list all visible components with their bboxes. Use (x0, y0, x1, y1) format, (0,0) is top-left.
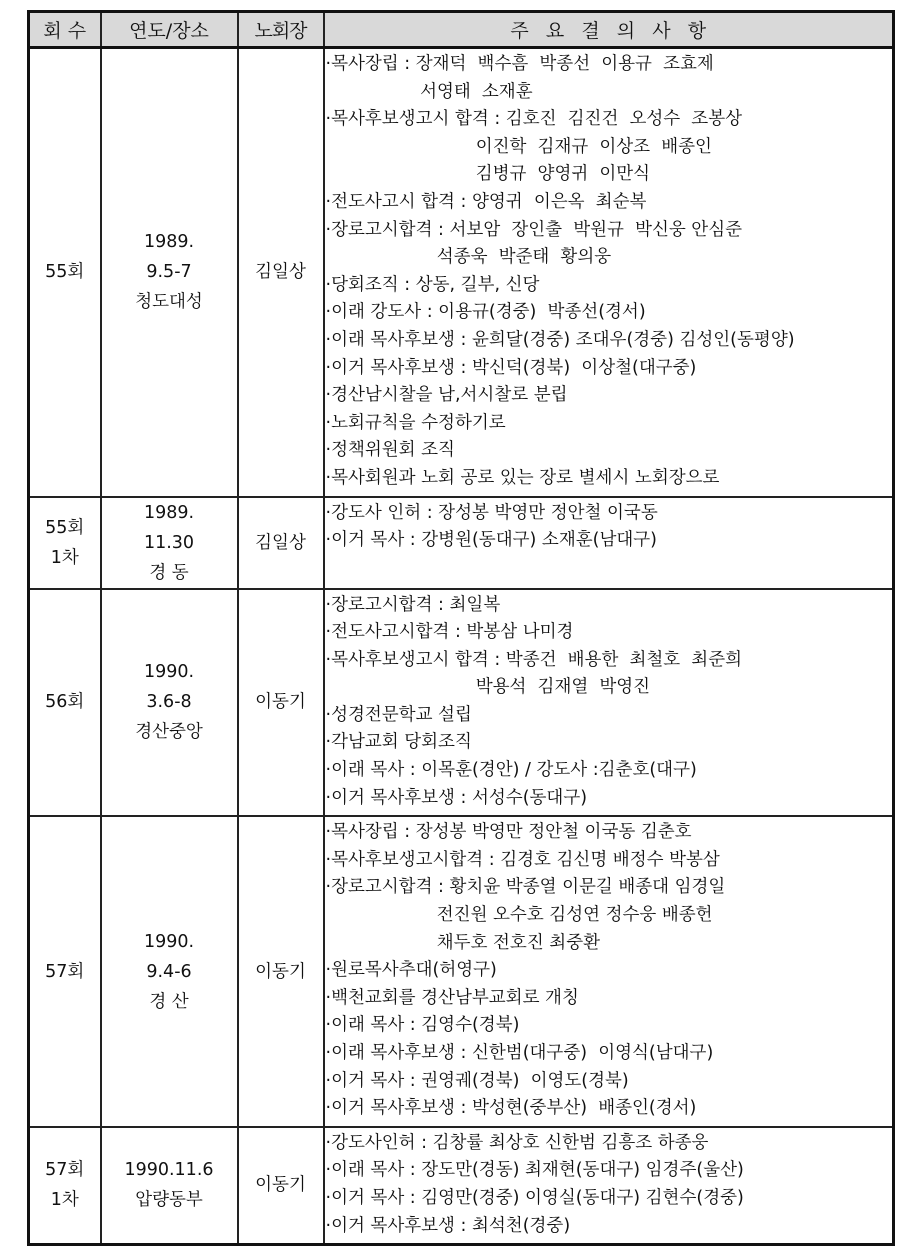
decision-item: ·이래 목사후보생 : 신한범(대구중) 이영식(남대구) (325, 1043, 714, 1063)
decision-item: ·노회규칙을 수정하기로 (325, 412, 506, 433)
date-place-line: 9.5-7 (146, 262, 192, 283)
moderator-cell: 이동기 (238, 816, 324, 1127)
decision-item: ·목사후보생고시합격 : 김경호 김신명 배정수 박봉삼 (325, 849, 720, 870)
decision-item: ·이래 목사 : 김영수(경북) (325, 1015, 520, 1036)
decision-item: ·이거 목사후보생 : 최석천(경중) (325, 1215, 571, 1236)
decision-item: ·장로고시합격 : 최일복 (325, 594, 501, 615)
moderator-cell: 이동기 (238, 1127, 324, 1245)
decision-item: ·이래 강도사 : 이용규(경중) 박종선(경서) (325, 302, 646, 323)
decision-item: ·이래 목사 : 이목훈(경안) / 강도사 :김춘호(대구) (325, 760, 697, 781)
table-row (29, 816, 894, 1127)
table-header-row (29, 12, 894, 48)
decisions-cell (324, 48, 894, 497)
header-decisions: 주요결의사항 (324, 12, 894, 48)
decision-item: ·각남교회 당회조직 (325, 732, 472, 753)
decision-item: ·이거 목사후보생 : 박성현(중부산) 배종인(경서) (325, 1098, 697, 1119)
decision-item: 이진학 김재규 이상조 배종인 (325, 136, 712, 157)
decision-item: ·강도사인허 : 김창률 최상호 신한범 김흥조 하종웅 (325, 1132, 709, 1153)
table-row (29, 1127, 894, 1245)
decision-item: ·전도사고시 합격 : 양영귀 이은옥 최순복 (325, 191, 647, 212)
decision-item: ·당회조직 : 상동, 길부, 신당 (325, 274, 540, 295)
date-place-line: 1990. (143, 931, 195, 952)
date-place-line: 경 산 (149, 991, 189, 1012)
session-cell: 56회 (29, 589, 101, 817)
decision-item: ·이거 목사 : 권영궤(경북) 이영도(경북) (325, 1070, 629, 1091)
decision-item: ·전도사고시합격 : 박봉삼 나미경 (325, 622, 574, 643)
decision-item: ·정책위원회 조직 (325, 440, 455, 461)
decision-item: ·목사후보생고시 합격 : 김호진 김진건 오성수 조봉상 (325, 109, 743, 130)
moderator-cell: 이동기 (238, 589, 324, 817)
decision-item: ·강도사 인허 : 장성봉 박영만 정안철 이국동 (325, 502, 658, 523)
date-place-line: 1990.11.6 (124, 1160, 214, 1181)
date-place-line: 9.4-6 (146, 961, 192, 982)
date-place-line: 1989. (143, 502, 195, 523)
decision-item: 채두호 전호진 최중환 (325, 932, 601, 953)
date-place-cell (101, 497, 238, 589)
decision-item: 박용석 김재열 박영진 (325, 677, 651, 698)
table-row (29, 589, 894, 817)
decision-item: ·경산남시찰을 남,서시찰로 분립 (325, 385, 568, 406)
decision-item: ·목사장립 : 장재덕 백수흠 박종선 이용규 조효제 (325, 54, 714, 74)
decision-item: ·이거 목사 : 강병원(동대구) 소재훈(남대구) (325, 530, 657, 551)
date-place-cell (101, 1127, 238, 1245)
decisions-cell (324, 1127, 894, 1245)
decisions-cell (324, 589, 894, 817)
decisions-table (27, 10, 895, 1246)
decision-item: ·성경전문학교 설립 (325, 704, 472, 725)
date-place-cell (101, 589, 238, 817)
decisions-cell (324, 497, 894, 589)
decision-item: 서영태 소재훈 (325, 81, 533, 102)
date-place-line: 1989. (143, 232, 195, 253)
header-date-place: 연도/장소 (101, 12, 238, 48)
decision-item: ·이거 목사후보생 : 박신덕(경북) 이상철(대구중) (325, 357, 697, 378)
session-cell: 57회 (29, 816, 101, 1127)
date-place-cell (101, 48, 238, 497)
decision-item: ·백천교회를 경산남부교회로 개칭 (325, 987, 579, 1008)
decision-item: 석종욱 박준태 황의웅 (325, 247, 612, 268)
decision-item: ·목사후보생고시 합격 : 박종건 배용한 최철호 최준희 (325, 649, 743, 670)
decision-item: ·원로목사추대(허영구) (325, 960, 497, 981)
decision-item: ·장로고시합격 : 서보암 장인출 박원규 박신웅 안심준 (325, 219, 743, 240)
date-place-line: 11.30 (143, 532, 195, 553)
presbytery-record-page (27, 10, 892, 1246)
decision-item: ·목사회원과 노회 공로 있는 장로 별세시 노회장으로 (325, 467, 720, 488)
session-cell: 55회 (29, 48, 101, 497)
table-row (29, 497, 894, 589)
decisions-cell (324, 816, 894, 1127)
date-place-cell (101, 816, 238, 1127)
decision-item: ·장로고시합격 : 황치윤 박종열 이문길 배종대 임경일 (325, 877, 726, 898)
decision-item: ·이래 목사 : 장도만(경동) 최재현(동대구) 임경주(울산) (325, 1160, 744, 1181)
decision-item: ·이래 목사후보생 : 윤희달(경중) 조대우(경중) 김성인(동평양) (325, 329, 795, 350)
table-body (29, 48, 894, 1245)
decision-item: 김병규 양영귀 이만식 (325, 164, 651, 185)
table-row (29, 48, 894, 497)
date-place-line: 1990. (143, 662, 195, 683)
session-cell: 57회 1차 (29, 1127, 101, 1245)
date-place-line: 청도대성 (135, 292, 203, 313)
date-place-line: 경산중앙 (135, 722, 203, 743)
decision-item: ·이거 목사 : 김영만(경중) 이영실(동대구) 김현수(경중) (325, 1187, 744, 1208)
decision-item: 전진원 오수호 김성연 정수웅 배종헌 (325, 905, 713, 926)
date-place-line: 경 동 (149, 562, 189, 583)
moderator-cell: 김일상 (238, 497, 324, 589)
decision-item: ·목사장립 : 장성봉 박영만 정안철 이국동 김춘호 (325, 822, 692, 843)
date-place-line: 3.6-8 (146, 692, 192, 713)
header-moderator: 노회장 (238, 12, 324, 48)
date-place-line: 압량동부 (135, 1190, 203, 1211)
decision-item: ·이거 목사후보생 : 서성수(동대구) (325, 787, 588, 808)
header-session: 회 수 (29, 12, 101, 48)
session-cell: 55회 1차 (29, 497, 101, 589)
moderator-cell: 김일상 (238, 48, 324, 497)
